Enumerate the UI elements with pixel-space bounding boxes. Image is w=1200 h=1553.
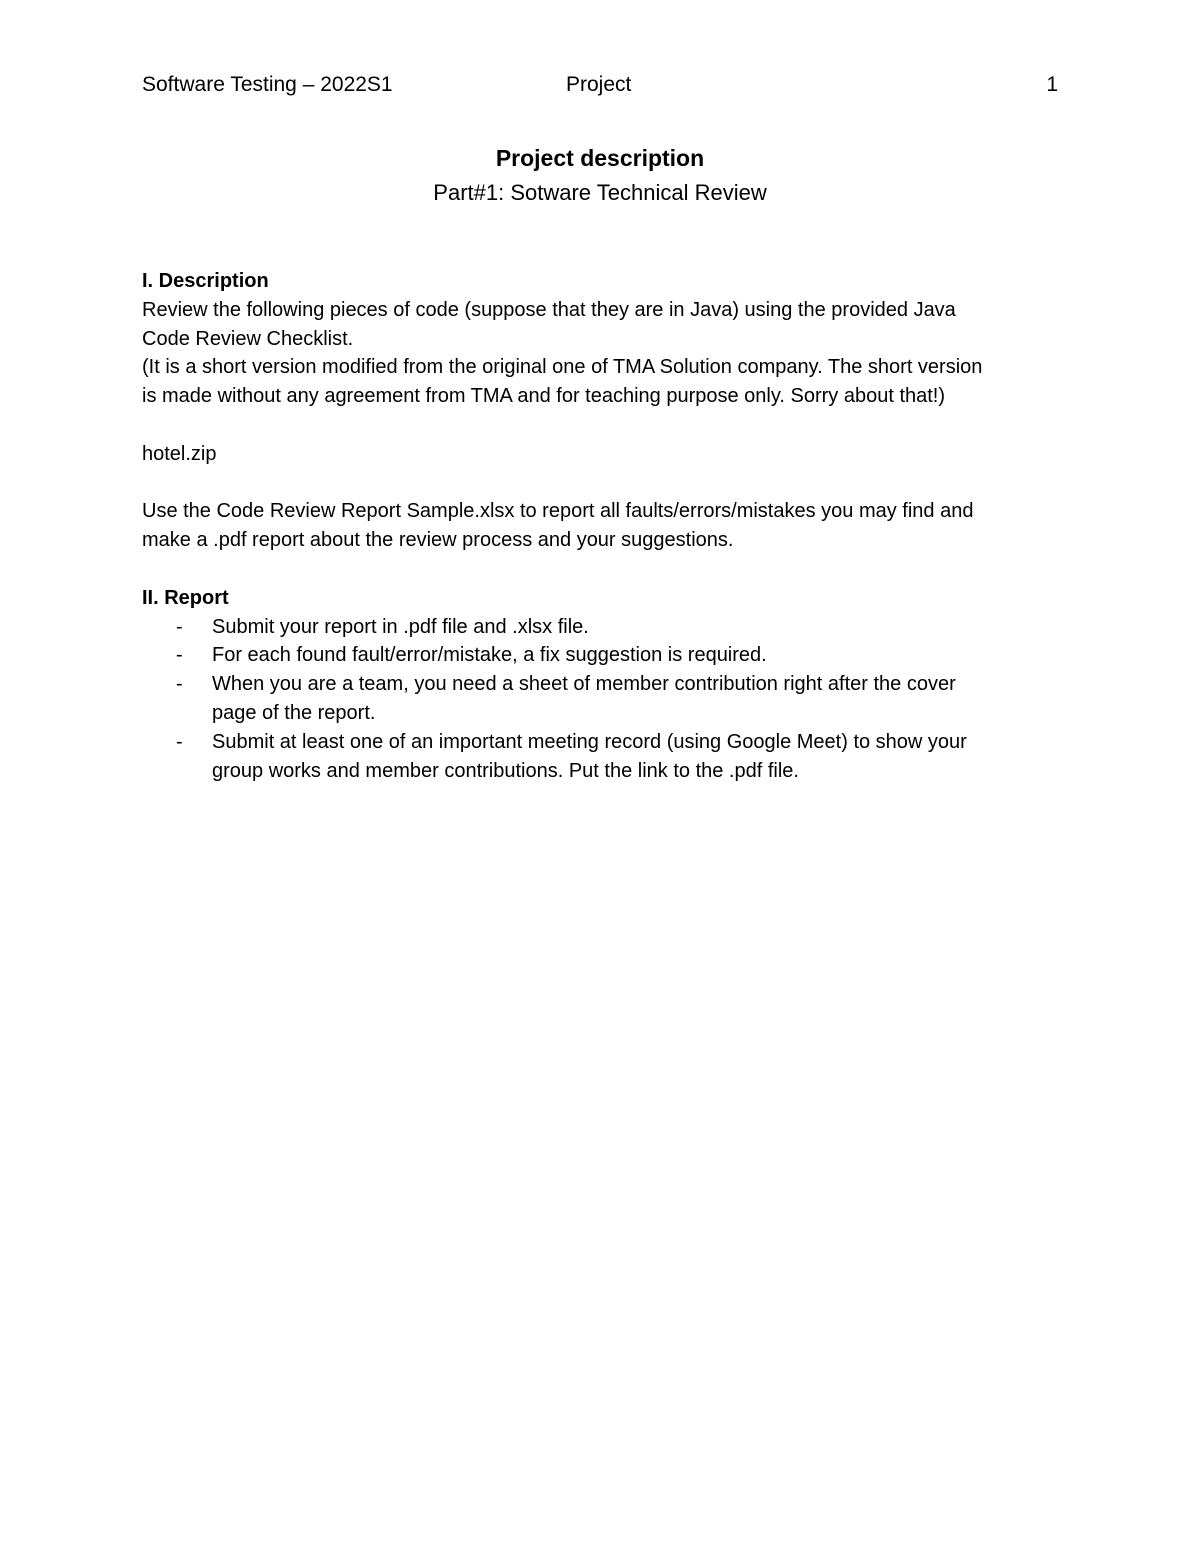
list-item xyxy=(142,728,1072,786)
description-line: Code Review Checklist. xyxy=(142,327,354,350)
bullet-dash: - xyxy=(176,673,183,696)
document-title: Project description xyxy=(495,145,705,171)
description-line: is made without any agreement from TMA and for teaching purpose only. Sorry about that!) xyxy=(142,385,946,408)
report-requirements-list xyxy=(142,613,1072,786)
list-item xyxy=(142,670,1072,728)
list-item-text: group works and member contributions. Put the link to the .pdf file. xyxy=(212,759,799,782)
list-item-text: page of the report. xyxy=(212,701,376,724)
paragraph-gap xyxy=(142,411,1072,440)
description-heading: I. Description xyxy=(142,270,269,292)
bullet-dash: - xyxy=(176,730,183,753)
list-item-text: When you are a team, you need a sheet of member contribution right after the cover xyxy=(212,673,956,696)
document-body xyxy=(142,267,1072,785)
header-page-number: 1 xyxy=(1046,73,1058,96)
paragraph-gap xyxy=(142,469,1072,498)
instruction-line: make a .pdf report about the review process and your suggestions. xyxy=(142,529,734,552)
description-line: Review the following pieces of code (suppose that they are in Java) using the provided Java xyxy=(142,298,956,321)
list-item xyxy=(142,641,1072,670)
description-line: (It is a short version modified from the original one of TMA Solution company. The short version xyxy=(142,356,983,379)
attachment-filename: hotel.zip xyxy=(142,442,217,465)
list-item-text: Submit at least one of an important meeting record (using Google Meet) to show your xyxy=(212,730,967,753)
instruction-line: Use the Code Review Report Sample.xlsx to report all faults/errors/mistakes you may find and xyxy=(142,500,974,523)
header-section-label: Project xyxy=(566,73,632,96)
list-item-text: For each found fault/error/mistake, a fix suggestion is required. xyxy=(212,644,767,667)
paragraph-gap xyxy=(142,555,1072,584)
page-header xyxy=(142,71,1060,99)
bullet-dash: - xyxy=(176,615,183,638)
header-course-title: Software Testing – 2022S1 xyxy=(142,73,393,96)
list-item-text: Submit your report in .pdf file and .xlsx file. xyxy=(212,615,589,638)
report-heading: II. Report xyxy=(142,586,229,609)
list-item xyxy=(142,613,1072,642)
document-subtitle: Part#1: Sotware Technical Review xyxy=(433,180,767,205)
bullet-dash: - xyxy=(176,644,183,667)
